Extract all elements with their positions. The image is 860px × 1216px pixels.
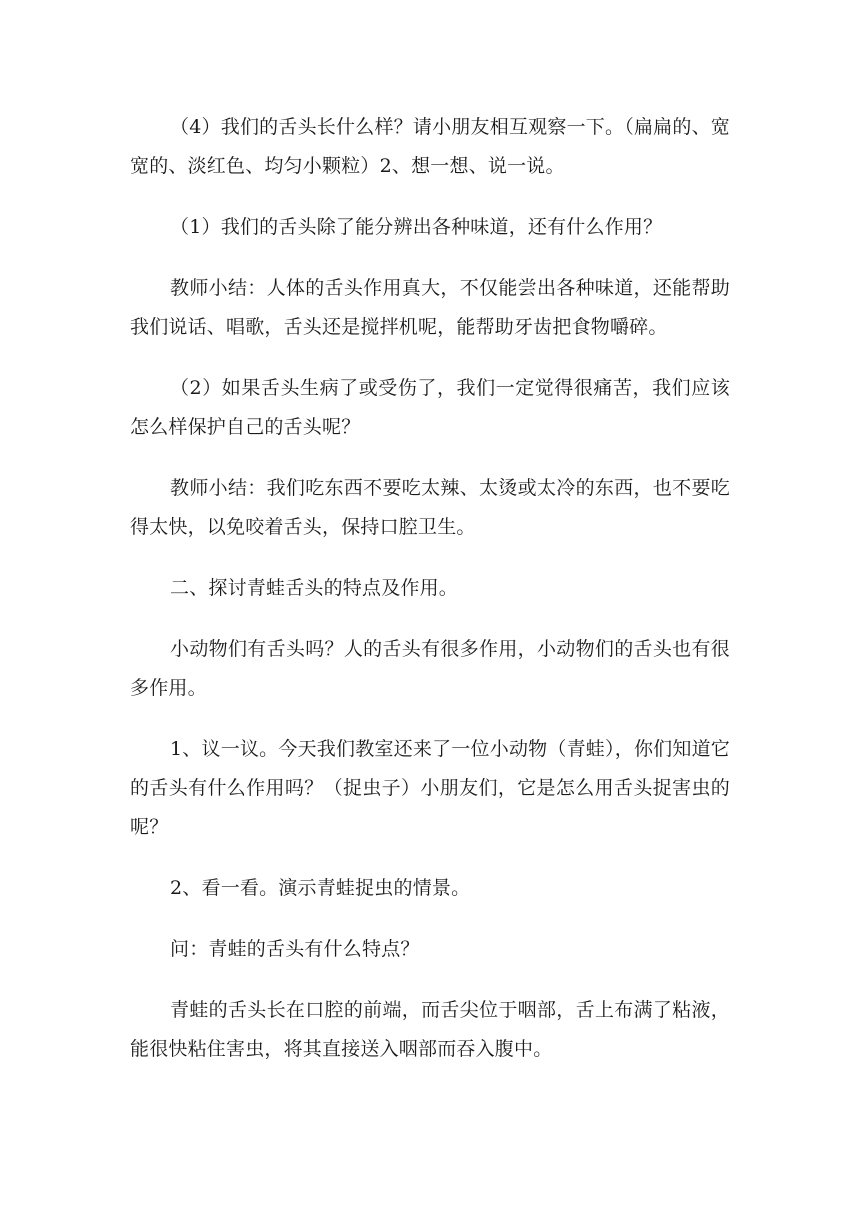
- paragraph-frog-tongue-description: 青蛙的舌头长在口腔的前端，而舌尖位于咽部，舌上布满了粘液，能很快粘住害虫，将其直接送入咽部而吞入腹中。: [130, 999, 730, 1060]
- paragraph-animal-tongues: 小动物们有舌头吗？人的舌头有很多作用，小动物们的舌头也有很多作用。: [130, 638, 730, 699]
- paragraph-discuss-frog: 1、议一议。今天我们教室还来了一位小动物（青蛙），你们知道它的舌头有什么作用吗？（捉虫子）小朋友们，它是怎么用舌头捉害虫的呢？: [130, 738, 730, 838]
- paragraph-question-frog-features: 问：青蛙的舌头有什么特点？: [170, 938, 420, 960]
- paragraph-question-tongue-function: （1）我们的舌头除了能分辨出各种味道，还有什么作用？: [170, 216, 663, 238]
- section-heading-frog-tongue: 二、探讨青蛙舌头的特点及作用。: [170, 577, 459, 599]
- document-body: [130, 108, 730, 1091]
- paragraph-question-protect-tongue: （2）如果舌头生病了或受伤了，我们一定觉得很痛苦，我们应该怎么样保护自己的舌头呢？: [130, 377, 730, 438]
- paragraph-watch-demo: 2、看一看。演示青蛙捉虫的情景。: [170, 877, 471, 899]
- paragraph-tongue-appearance: （4）我们的舌头长什么样？请小朋友相互观察一下。（扁扁的、宽宽的、淡红色、均匀小颗粒）2、想一想、说一说。: [130, 116, 730, 177]
- paragraph-teacher-summary-function: 教师小结：人体的舌头作用真大，不仅能尝出各种味道，还能帮助我们说话、唱歌，舌头还是搅拌机呢，能帮助牙齿把食物嚼碎。: [130, 277, 730, 338]
- paragraph-teacher-summary-protect: 教师小结：我们吃东西不要吃太辣、太烫或太冷的东西，也不要吃得太快，以免咬着舌头，保持口腔卫生。: [130, 477, 730, 538]
